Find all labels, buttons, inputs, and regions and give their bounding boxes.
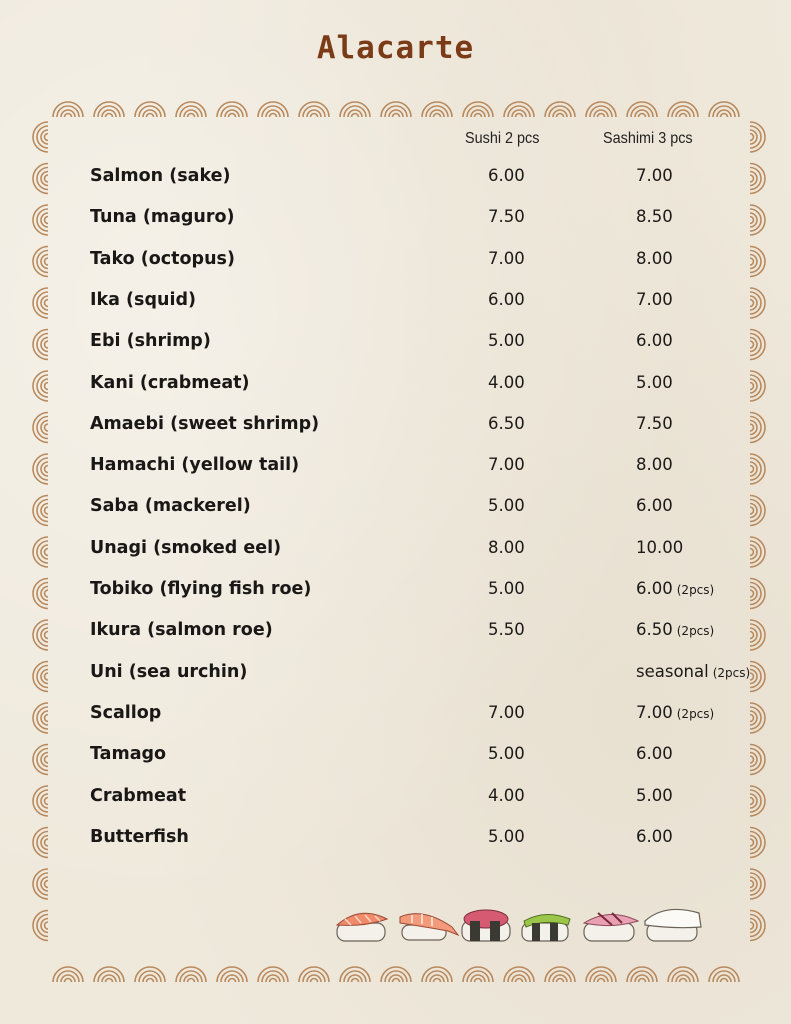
- sashimi-price: [636, 827, 673, 846]
- wave-arc: [426, 971, 448, 982]
- wave-arc: [45, 134, 48, 141]
- wave-arc: [750, 915, 761, 937]
- wave-arc: [147, 979, 154, 982]
- wave-arc: [557, 979, 564, 982]
- wave-arc: [549, 106, 571, 117]
- sushi-illustration: [330, 900, 710, 950]
- sashimi-price: [636, 414, 673, 433]
- wave-arc: [37, 915, 48, 937]
- item-name: Hamachi (yellow tail): [90, 455, 300, 476]
- sashimi-price: [636, 207, 673, 226]
- salmon-nigiri-icon: [337, 913, 387, 941]
- menu-item-row: [0, 579, 791, 609]
- sushi-price: 7.50: [488, 207, 525, 227]
- piece-count-note: (2pcs): [676, 706, 715, 721]
- sushi-price: 5.00: [488, 331, 525, 351]
- wave-arc: [180, 106, 202, 117]
- sushi-price: 6.50: [488, 413, 525, 433]
- wave-arc: [672, 971, 694, 982]
- wave-arc: [750, 922, 754, 929]
- wave-arc: [721, 114, 728, 117]
- wave-arc: [180, 971, 202, 982]
- wave-arc: [221, 106, 243, 117]
- sashimi-price-value: 6.00: [636, 496, 673, 516]
- wave-arc: [557, 114, 564, 117]
- sushi-price: 4.00: [488, 785, 525, 805]
- sashimi-price: [636, 538, 683, 557]
- wave-arc: [311, 114, 318, 117]
- sashimi-price: [636, 662, 750, 681]
- menu-item-row: [0, 827, 791, 857]
- wave-arc: [303, 971, 325, 982]
- menu-item-row: [0, 538, 791, 568]
- sashimi-price: [636, 331, 673, 350]
- sashimi-price-value: 10.00: [636, 537, 684, 557]
- menu-item-row: [0, 414, 791, 444]
- item-name: Ikura (salmon roe): [90, 620, 273, 641]
- wave-arc: [344, 106, 366, 117]
- sushi-price: 6.00: [488, 289, 525, 309]
- wave-arc: [262, 971, 284, 982]
- wave-arc: [508, 106, 530, 117]
- sashimi-price-value: 7.00: [636, 166, 673, 185]
- wave-arc: [98, 106, 120, 117]
- menu-item-row: [0, 290, 791, 320]
- wave-arc: [713, 971, 735, 982]
- wave-arc: [57, 106, 79, 117]
- menu-item-row: [0, 662, 791, 692]
- wave-arc: [631, 106, 653, 117]
- wave-arc: [516, 114, 523, 117]
- wave-arc: [270, 114, 277, 117]
- item-name: Saba (mackerel): [90, 496, 251, 517]
- sashimi-price: [636, 373, 673, 392]
- sushi-price: 5.00: [488, 826, 525, 846]
- sushi-price: 6.00: [488, 166, 525, 185]
- sashimi-price: [636, 166, 673, 185]
- wave-arc: [393, 114, 400, 117]
- wave-arc: [475, 979, 482, 982]
- sashimi-price: [636, 579, 714, 598]
- sashimi-price-value: 5.00: [636, 785, 673, 805]
- sushi-price: 5.00: [488, 579, 525, 598]
- sushi-column-header: Sushi 2 pcs: [465, 130, 540, 147]
- wave-arc: [598, 979, 605, 982]
- item-name: Ika (squid): [90, 289, 196, 310]
- wave-arc: [393, 979, 400, 982]
- wave-arc: [713, 106, 735, 117]
- wave-arc: [139, 971, 161, 982]
- item-name: Unagi (smoked eel): [90, 537, 282, 558]
- wave-arc: [352, 114, 359, 117]
- sashimi-price: [636, 249, 673, 268]
- item-name: Ebi (shrimp): [90, 331, 211, 352]
- wave-arc: [750, 873, 761, 895]
- ebi-nigiri-icon: [400, 914, 458, 940]
- wave-arc: [467, 971, 489, 982]
- menu-item-row: [0, 620, 791, 650]
- cucumber-nigiri-icon: [522, 914, 570, 941]
- item-name: Crabmeat: [90, 785, 187, 806]
- sashimi-price: [636, 786, 673, 805]
- wave-arc: [65, 114, 72, 117]
- wave-arc: [57, 971, 79, 982]
- wave-arc: [549, 971, 571, 982]
- wave-arc: [352, 979, 359, 982]
- sushi-price: 5.00: [488, 496, 525, 516]
- sashimi-price: [636, 496, 673, 515]
- sashimi-price-value: 7.00: [636, 289, 673, 309]
- wave-arc: [147, 114, 154, 117]
- wave-arc: [188, 114, 195, 117]
- menu-item-row: [0, 207, 791, 237]
- wave-arc: [229, 979, 236, 982]
- sushi-price: 5.00: [488, 744, 525, 764]
- sushi-price: 7.00: [488, 702, 525, 722]
- wave-arc: [475, 114, 482, 117]
- sashimi-price-value: 8.00: [636, 248, 673, 268]
- sushi-price: 8.00: [488, 537, 525, 557]
- tuna-roll-nigiri-icon: [462, 910, 510, 941]
- wave-arc: [98, 971, 120, 982]
- sashimi-column-header: Sashimi 3 pcs: [603, 130, 693, 147]
- sashimi-price-value: seasonal: [636, 661, 709, 681]
- wave-arc: [45, 922, 48, 929]
- wave-arc: [672, 106, 694, 117]
- sashimi-price-value: 6.00: [636, 579, 673, 598]
- sashimi-price-value: 7.00: [636, 702, 673, 722]
- squid-nigiri-icon: [645, 909, 701, 941]
- sashimi-price: [636, 744, 673, 763]
- tako-nigiri-icon: [584, 913, 638, 941]
- sashimi-price: [636, 455, 673, 474]
- sushi-price: 7.00: [488, 248, 525, 268]
- wave-arc: [270, 979, 277, 982]
- wave-arc: [344, 971, 366, 982]
- sashimi-price-value: 8.50: [636, 207, 673, 227]
- wave-arc: [631, 971, 653, 982]
- menu-item-row: [0, 703, 791, 733]
- sashimi-price: [636, 620, 714, 639]
- wave-arc: [37, 126, 48, 148]
- wave-arc: [139, 106, 161, 117]
- wave-arc: [188, 979, 195, 982]
- wave-arc: [385, 971, 407, 982]
- wave-arc: [106, 979, 113, 982]
- menu-item-row: [0, 496, 791, 526]
- menu-item-row: [0, 744, 791, 774]
- menu-item-row: [0, 455, 791, 485]
- sashimi-price-value: 6.00: [636, 744, 673, 764]
- sashimi-price-value: 6.00: [636, 826, 673, 846]
- menu-item-row: [0, 786, 791, 816]
- wave-arc: [434, 114, 441, 117]
- item-name: Tako (octopus): [90, 248, 235, 269]
- sashimi-price-value: 7.50: [636, 413, 673, 433]
- sushi-price: 5.50: [488, 620, 525, 640]
- menu-item-row: [0, 166, 791, 196]
- sushi-price: 4.00: [488, 372, 525, 392]
- sushi-price: 7.00: [488, 455, 525, 475]
- wave-arc: [639, 114, 646, 117]
- wave-arc: [750, 126, 761, 148]
- wave-arc: [221, 971, 243, 982]
- item-name: Uni (sea urchin): [90, 661, 248, 682]
- wave-arc: [434, 979, 441, 982]
- wave-arc: [639, 979, 646, 982]
- wave-arc: [311, 979, 318, 982]
- item-name: Tamago: [90, 744, 167, 765]
- wave-arc: [516, 979, 523, 982]
- wave-arc: [426, 106, 448, 117]
- piece-count-note: (2pcs): [712, 665, 751, 680]
- menu-item-row: [0, 331, 791, 361]
- wave-arc: [262, 106, 284, 117]
- wave-arc: [590, 971, 612, 982]
- item-name: Tobiko (flying fish roe): [90, 579, 312, 599]
- wave-arc: [106, 114, 113, 117]
- wave-arc: [45, 881, 48, 888]
- wave-arc: [37, 873, 48, 895]
- piece-count-note: (2pcs): [676, 583, 715, 597]
- sashimi-price-value: 6.50: [636, 620, 673, 640]
- item-name: Salmon (sake): [90, 166, 231, 186]
- item-name: Tuna (maguro): [90, 207, 235, 228]
- sashimi-price-value: 5.00: [636, 372, 673, 392]
- item-name: Butterfish: [90, 826, 189, 847]
- menu-item-row: [0, 373, 791, 403]
- sashimi-price: [636, 703, 714, 722]
- sashimi-price-value: 8.00: [636, 455, 673, 475]
- wave-arc: [721, 979, 728, 982]
- sashimi-price: [636, 290, 673, 309]
- wave-arc: [750, 881, 754, 888]
- wave-arc: [65, 979, 72, 982]
- wave-arc: [385, 106, 407, 117]
- item-name: Kani (crabmeat): [90, 372, 250, 393]
- wave-arc: [680, 114, 687, 117]
- piece-count-note: (2pcs): [676, 624, 715, 639]
- page-title: Alacarte: [316, 30, 475, 66]
- wave-arc: [598, 114, 605, 117]
- item-name: Amaebi (sweet shrimp): [90, 413, 320, 434]
- wave-arc: [680, 979, 687, 982]
- item-name: Scallop: [90, 702, 162, 723]
- wave-arc: [750, 134, 754, 141]
- wave-arc: [303, 106, 325, 117]
- menu-item-row: [0, 249, 791, 279]
- sashimi-price-value: 6.00: [636, 331, 673, 351]
- wave-arc: [590, 106, 612, 117]
- wave-arc: [229, 114, 236, 117]
- wave-arc: [508, 971, 530, 982]
- wave-arc: [467, 106, 489, 117]
